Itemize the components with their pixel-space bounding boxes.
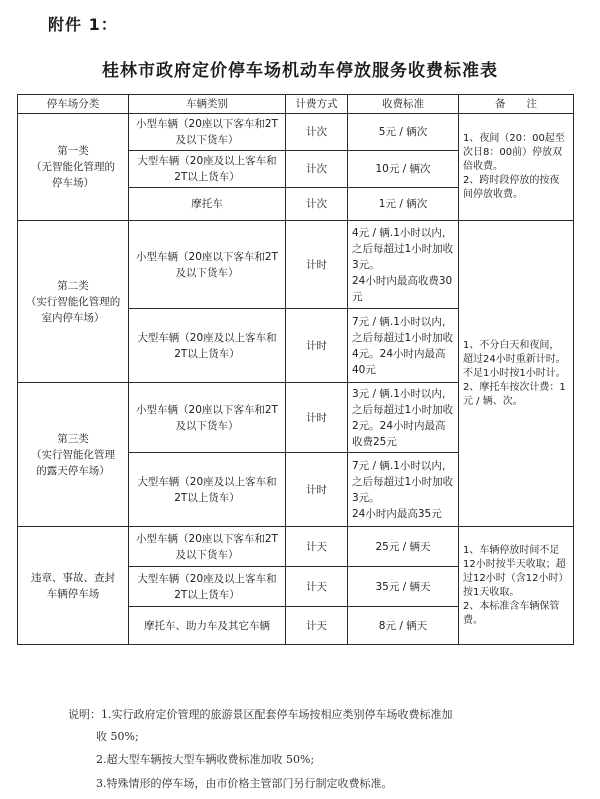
fee-line: 24小时内最高收费30元	[352, 274, 453, 303]
billing-method-cell: 计时	[286, 383, 348, 453]
billing-method-cell: 计天	[286, 567, 348, 607]
category-line: （无智能化管理的	[31, 161, 115, 173]
explanation-line: 2.超大型车辆按大型车辆收费标准加收 50%;	[96, 753, 315, 766]
column-header: 备 注	[459, 95, 574, 114]
explanation-line: 3.特殊情形的停车场，由市价格主管部门另行制定收费标准。	[96, 777, 393, 790]
category-cell	[18, 114, 129, 221]
vehicle-type-cell: 摩托车、助力车及其它车辆	[129, 607, 286, 645]
category-line: 室内停车场）	[41, 311, 105, 324]
document-title: 桂林市政府定价停车场机动车停放服务收费标准表	[102, 61, 498, 81]
column-header: 收费标准	[348, 95, 459, 114]
fee-cell	[348, 221, 459, 309]
remark-cell	[459, 114, 574, 221]
column-header: 车辆类别	[129, 95, 286, 114]
billing-method-cell: 计天	[286, 527, 348, 567]
fee-cell: 8元 / 辆天	[348, 607, 459, 645]
fee-cell: 7元 / 辆.1小时以内，之后每超过1小时加收4元。24小时内最高40元	[348, 309, 459, 383]
fee-cell: 3元 / 辆.1小时以内，之后每超过1小时加收2元。24小时内最高收费25元	[348, 383, 459, 453]
vehicle-type-cell: 小型车辆（20座以下客车和2T及以下货车）	[129, 527, 286, 567]
fee-line: 4元 / 辆.1小时以内，之后每超过1小时加收3元。	[352, 226, 454, 271]
billing-method-cell: 计次	[286, 151, 348, 188]
explanation-line: 说明：1.实行政府定价管理的旅游景区配套停车场按相应类别停车场收费标准加	[68, 708, 453, 721]
billing-method-cell: 计时	[286, 453, 348, 527]
category-line: （实行智能化管理的	[25, 295, 121, 308]
vehicle-type-cell: 大型车辆（20座及以上客车和2T以上货车）	[129, 151, 286, 188]
remark-line: 1、车辆停放时间不足12小时按半天收取；超过12小时（含12小时）按1天收取。	[463, 544, 569, 598]
vehicle-type-cell: 小型车辆（20座以下客车和2T及以下货车）	[129, 114, 286, 151]
category-cell	[18, 221, 129, 383]
fee-cell: 1元 / 辆次	[348, 188, 459, 221]
fee-line: 7元 / 辆.1小时以内，之后每超过1小时加收3元。	[352, 459, 454, 504]
attachment-label: 附件 1：	[48, 15, 118, 34]
remark-line: 2、本标准含车辆保管费。	[463, 600, 560, 626]
fee-cell: 35元 / 辆天	[348, 567, 459, 607]
category-line: 的露天停车场）	[36, 464, 110, 477]
remark-cell	[459, 527, 574, 645]
fee-line: 24小时内最高35元	[352, 507, 442, 520]
remark-line: 1、夜间（20：00起至次日8：00前）停放双倍收费。	[463, 133, 565, 172]
table-row	[18, 527, 574, 567]
category-line: 车辆停车场	[46, 587, 100, 600]
vehicle-type-cell: 摩托车	[129, 188, 286, 221]
fee-cell: 10元 / 辆次	[348, 151, 459, 188]
category-cell	[18, 527, 129, 645]
vehicle-type-cell: 小型车辆（20座以下客车和2T及以下货车）	[129, 221, 286, 309]
remark-line: 2、摩托车按次计费：1元 / 辆、次。	[463, 381, 566, 407]
table-header-row	[18, 95, 574, 114]
remark-cell	[459, 221, 574, 527]
vehicle-type-cell: 大型车辆（20座及以上客车和2T以上货车）	[129, 453, 286, 527]
category-line: 第二类	[57, 279, 89, 292]
billing-method-cell: 计时	[286, 309, 348, 383]
billing-method-cell: 计天	[286, 607, 348, 645]
column-header: 停车场分类	[18, 95, 129, 114]
category-line: 停车场）	[52, 177, 94, 189]
explanation-line: 收 50%;	[96, 730, 139, 743]
category-line: 第一类	[57, 145, 89, 157]
fee-standard-table	[17, 94, 574, 645]
remark-line: 1、不分白天和夜间，超过24小时重新计时。不足1小时按1小时计。	[463, 339, 566, 379]
category-line: 第三类	[57, 432, 89, 445]
column-header: 计费方式	[286, 95, 348, 114]
billing-method-cell: 计次	[286, 188, 348, 221]
table-row	[18, 114, 574, 151]
remark-line: 2、跨时段停放的按夜间停放收费。	[463, 175, 560, 200]
billing-method-cell: 计时	[286, 221, 348, 309]
category-cell	[18, 383, 129, 527]
table-row	[18, 221, 574, 309]
fee-cell	[348, 453, 459, 527]
vehicle-type-cell: 大型车辆（20座及以上客车和2T以上货车）	[129, 567, 286, 607]
fee-cell: 25元 / 辆天	[348, 527, 459, 567]
category-line: 违章、事故、查封	[31, 571, 115, 584]
fee-cell: 5元 / 辆次	[348, 114, 459, 151]
vehicle-type-cell: 大型车辆（20座及以上客车和2T以上货车）	[129, 309, 286, 383]
category-line: （实行智能化管理	[31, 448, 115, 461]
billing-method-cell: 计次	[286, 114, 348, 151]
vehicle-type-cell: 小型车辆（20座以下客车和2T及以下货车）	[129, 383, 286, 453]
